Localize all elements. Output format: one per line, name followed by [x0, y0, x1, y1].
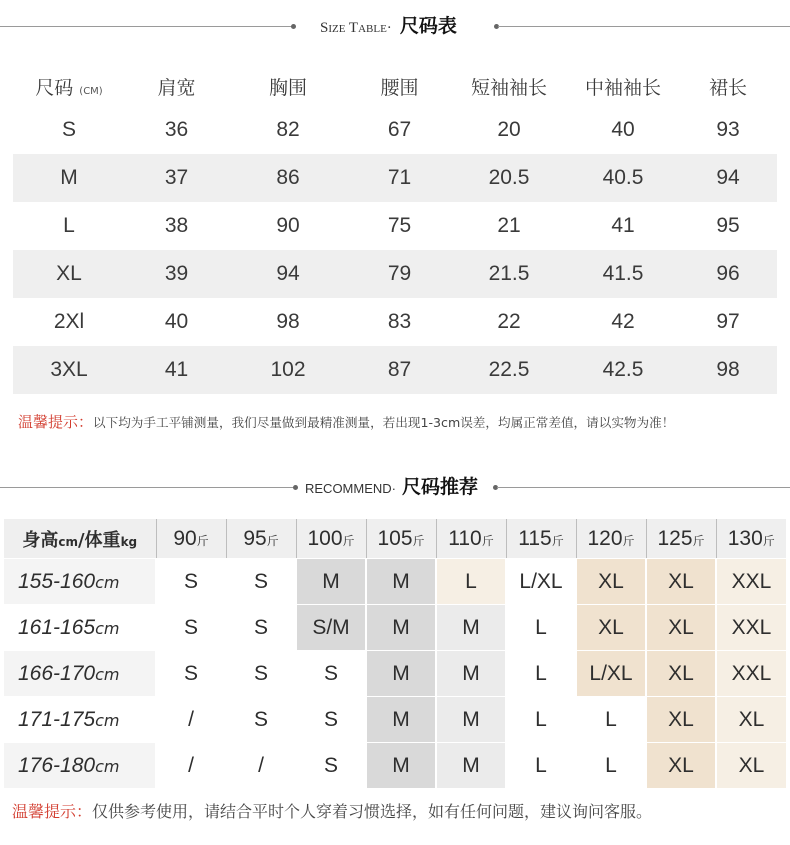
recommended-size-cell: L	[506, 651, 576, 697]
weight-value: 130	[727, 526, 763, 550]
title-right-line	[498, 26, 790, 27]
size-value-cell: 93	[716, 118, 740, 141]
size-value-cell: 95	[716, 214, 740, 237]
weight-header-cell	[366, 519, 436, 559]
recommended-size-cell: XXL	[716, 605, 786, 651]
recommend-row	[4, 559, 786, 605]
recommended-size-cell: L/XL	[576, 651, 646, 697]
recommended-size-cell: M	[436, 743, 506, 789]
size-table-row	[13, 106, 777, 154]
recommended-size-cell: XL	[576, 559, 646, 605]
size-value-cell: 98	[679, 346, 777, 394]
height-range-value: 171-175	[18, 707, 96, 731]
weight-header-cell	[296, 519, 366, 559]
weight-value: 110	[448, 526, 482, 550]
size-label-cell: L	[63, 214, 75, 237]
recommended-size-cell: XL	[716, 743, 786, 789]
height-range-value: 166-170	[18, 661, 96, 685]
recommended-size-cell: S/M	[296, 605, 366, 651]
weight-unit: 斤	[692, 533, 705, 548]
recommend-header-row	[4, 519, 786, 559]
size-header-cell	[567, 67, 679, 106]
size-value-cell: 83	[387, 310, 412, 333]
size-value-cell: 94	[679, 154, 777, 202]
weight-header-cell	[576, 519, 646, 559]
height-range-unit: cm	[95, 756, 120, 776]
size-label-cell: XL	[13, 250, 125, 298]
weight-unit: 斤	[266, 533, 279, 548]
size-value-cell: 75	[387, 214, 412, 237]
recommended-size-cell: XL	[646, 651, 716, 697]
size-value-cell: 41	[611, 214, 635, 237]
size-header-cell	[679, 67, 777, 106]
recommended-size-cell: S	[226, 697, 296, 743]
size-table-title-en: Size Table·	[320, 20, 392, 36]
weight-value: 120	[587, 526, 623, 550]
size-header-label: 尺码	[35, 77, 74, 99]
recommend-title	[305, 472, 478, 502]
size-value-cell: 40	[611, 118, 635, 141]
title-left-line	[0, 26, 292, 27]
recommend-row	[4, 605, 786, 651]
recommend-title-en: RECOMMEND·	[305, 481, 397, 496]
height-range-cell	[4, 651, 156, 697]
weight-unit: 斤	[762, 533, 775, 548]
size-value-cell: 37	[125, 154, 228, 202]
weight-value: 105	[377, 526, 413, 550]
weight-header-cell	[436, 519, 506, 559]
weight-header-cell	[506, 519, 576, 559]
weight-value: 125	[657, 526, 693, 550]
recommended-size-cell: S	[296, 651, 366, 697]
size-header-cell	[228, 67, 348, 106]
size-header-cell	[13, 67, 125, 106]
height-range-unit: cm	[95, 572, 120, 592]
size-value-cell: 21	[497, 214, 521, 237]
size-value-cell: 22.5	[451, 346, 567, 394]
weight-unit: 斤	[196, 533, 209, 548]
height-range-cell	[4, 697, 156, 743]
size-table-row	[13, 298, 777, 346]
recommended-size-cell: S	[296, 697, 366, 743]
corner-height-label: 身高	[22, 529, 59, 551]
weight-value: 90	[173, 526, 197, 550]
size-tip	[18, 411, 674, 432]
recommended-size-cell: S	[296, 743, 366, 789]
size-value-cell: 97	[716, 310, 740, 333]
weight-unit: 斤	[551, 533, 564, 548]
recommended-size-cell: XL	[646, 605, 716, 651]
corner-weight-unit: kg	[120, 534, 138, 549]
recommended-size-cell: S	[226, 651, 296, 697]
size-value-cell: 102	[228, 346, 348, 394]
size-table-row	[13, 202, 777, 250]
size-value-cell: 39	[125, 250, 228, 298]
weight-header-cell	[156, 519, 226, 559]
size-table-row	[13, 346, 777, 394]
weight-value: 95	[243, 526, 267, 550]
size-table-header-row	[13, 67, 777, 106]
height-range-value: 176-180	[18, 753, 96, 777]
height-range-cell	[4, 743, 156, 789]
recommend-title-en-text: RECOMMEND	[305, 481, 392, 496]
size-label-cell: S	[61, 118, 76, 141]
height-range-cell	[4, 559, 156, 605]
height-range-value: 161-165	[18, 615, 96, 639]
recommended-size-cell: M	[436, 651, 506, 697]
size-header-label: 胸围	[268, 77, 307, 99]
size-value-cell: 41	[125, 346, 228, 394]
size-value-cell: 98	[276, 310, 300, 333]
size-value-cell: 22	[497, 310, 521, 333]
recommended-size-cell: L	[576, 743, 646, 789]
rec-title-left-dot	[293, 485, 298, 490]
recommend-tip-text: 仅供参考使用，请结合平时个人穿着习惯选择，如有任何问题，建议询问客服。	[92, 802, 653, 821]
size-value-cell: 87	[348, 346, 451, 394]
weight-header-cell	[716, 519, 786, 559]
recommend-row	[4, 743, 786, 789]
recommended-size-cell: M	[436, 605, 506, 651]
recommended-size-cell: S	[156, 651, 226, 697]
recommended-size-cell: M	[296, 559, 366, 605]
recommended-size-cell: M	[366, 697, 436, 743]
recommended-size-cell: L	[506, 743, 576, 789]
size-value-cell: 40.5	[567, 154, 679, 202]
recommended-size-cell: XXL	[716, 559, 786, 605]
size-header-label: 短袖袖长	[470, 77, 547, 99]
weight-unit: 斤	[622, 533, 635, 548]
recommend-title-zh: 尺码推荐	[402, 476, 479, 498]
height-range-cell	[4, 605, 156, 651]
rec-title-left-line	[0, 487, 296, 488]
height-range-unit: cm	[95, 710, 120, 730]
recommended-size-cell: XXL	[716, 651, 786, 697]
recommended-size-cell: XL	[646, 559, 716, 605]
size-value-cell: 20.5	[451, 154, 567, 202]
height-range-unit: cm	[95, 664, 120, 684]
size-header-unit: (CM)	[79, 86, 103, 97]
recommended-size-cell: M	[366, 651, 436, 697]
size-header-cell	[348, 67, 451, 106]
recommended-size-cell: S	[156, 559, 226, 605]
recommend-table	[4, 519, 786, 788]
recommended-size-cell: M	[366, 559, 436, 605]
size-header-label: 中袖袖长	[584, 77, 661, 99]
title-left-dot	[291, 24, 296, 29]
size-table-title-row	[0, 11, 790, 41]
size-value-cell: 42.5	[567, 346, 679, 394]
recommended-size-cell: L	[576, 697, 646, 743]
weight-unit: 斤	[481, 533, 494, 548]
size-value-cell: 41.5	[567, 250, 679, 298]
recommended-size-cell: M	[366, 605, 436, 651]
corner-weight-label: /体重	[77, 529, 121, 551]
rec-title-right-line	[497, 487, 790, 488]
size-value-cell: 96	[679, 250, 777, 298]
corner-height-unit: cm	[58, 534, 78, 549]
size-value-cell: 21.5	[451, 250, 567, 298]
weight-header-cell	[646, 519, 716, 559]
recommended-size-cell: L	[506, 697, 576, 743]
recommended-size-cell: S	[226, 559, 296, 605]
size-value-cell: 86	[228, 154, 348, 202]
recommend-row	[4, 651, 786, 697]
recommended-size-cell: S	[156, 605, 226, 651]
height-weight-corner	[4, 519, 156, 559]
size-table-row	[13, 250, 777, 298]
height-range-unit: cm	[95, 618, 120, 638]
size-label-cell: M	[13, 154, 125, 202]
size-label-cell: 2Xl	[53, 310, 85, 333]
size-header-cell	[451, 67, 567, 106]
weight-value: 100	[307, 526, 343, 550]
size-value-cell: 40	[164, 310, 189, 333]
size-header-label: 肩宽	[157, 77, 196, 99]
recommend-row	[4, 697, 786, 743]
height-range-value: 155-160	[18, 569, 96, 593]
size-header-cell	[125, 67, 228, 106]
size-header-label: 腰围	[380, 77, 419, 99]
recommended-size-cell: /	[156, 743, 226, 789]
recommend-tip	[12, 799, 652, 822]
size-label-cell: 3XL	[13, 346, 125, 394]
size-value-cell: 71	[348, 154, 451, 202]
recommended-size-cell: S	[226, 605, 296, 651]
size-value-cell: 20	[497, 118, 521, 141]
size-table-row	[13, 154, 777, 202]
size-value-cell: 79	[348, 250, 451, 298]
weight-header-cell	[226, 519, 296, 559]
weight-value: 115	[518, 526, 552, 550]
recommended-size-cell: L	[506, 605, 576, 651]
size-value-cell: 38	[164, 214, 189, 237]
size-value-cell: 82	[276, 118, 300, 141]
size-tip-text: 以下均为手工平铺测量，我们尽量做到最精准测量，若出现1-3cm误差，均属正常差值，请以实物为准！	[93, 415, 675, 430]
size-table	[13, 67, 777, 394]
size-table-title-zh: 尺码表	[399, 15, 457, 37]
size-table-title	[320, 11, 457, 41]
recommended-size-cell: XL	[646, 743, 716, 789]
size-value-cell: 36	[164, 118, 189, 141]
size-header-label: 裙长	[708, 77, 747, 99]
recommended-size-cell: XL	[576, 605, 646, 651]
recommended-size-cell: XL	[716, 697, 786, 743]
size-tip-label: 温馨提示：	[18, 413, 94, 431]
size-value-cell: 94	[228, 250, 348, 298]
weight-unit: 斤	[412, 533, 425, 548]
recommended-size-cell: L/XL	[506, 559, 576, 605]
recommended-size-cell: /	[226, 743, 296, 789]
recommended-size-cell: XL	[646, 697, 716, 743]
recommended-size-cell: L	[436, 559, 506, 605]
recommend-tip-label: 温馨提示：	[12, 802, 93, 821]
recommended-size-cell: M	[366, 743, 436, 789]
size-value-cell: 90	[276, 214, 300, 237]
size-value-cell: 42	[611, 310, 635, 333]
recommend-title-row	[0, 472, 790, 502]
size-value-cell: 67	[387, 118, 412, 141]
weight-unit: 斤	[342, 533, 355, 548]
recommended-size-cell: /	[156, 697, 226, 743]
recommended-size-cell: M	[436, 697, 506, 743]
